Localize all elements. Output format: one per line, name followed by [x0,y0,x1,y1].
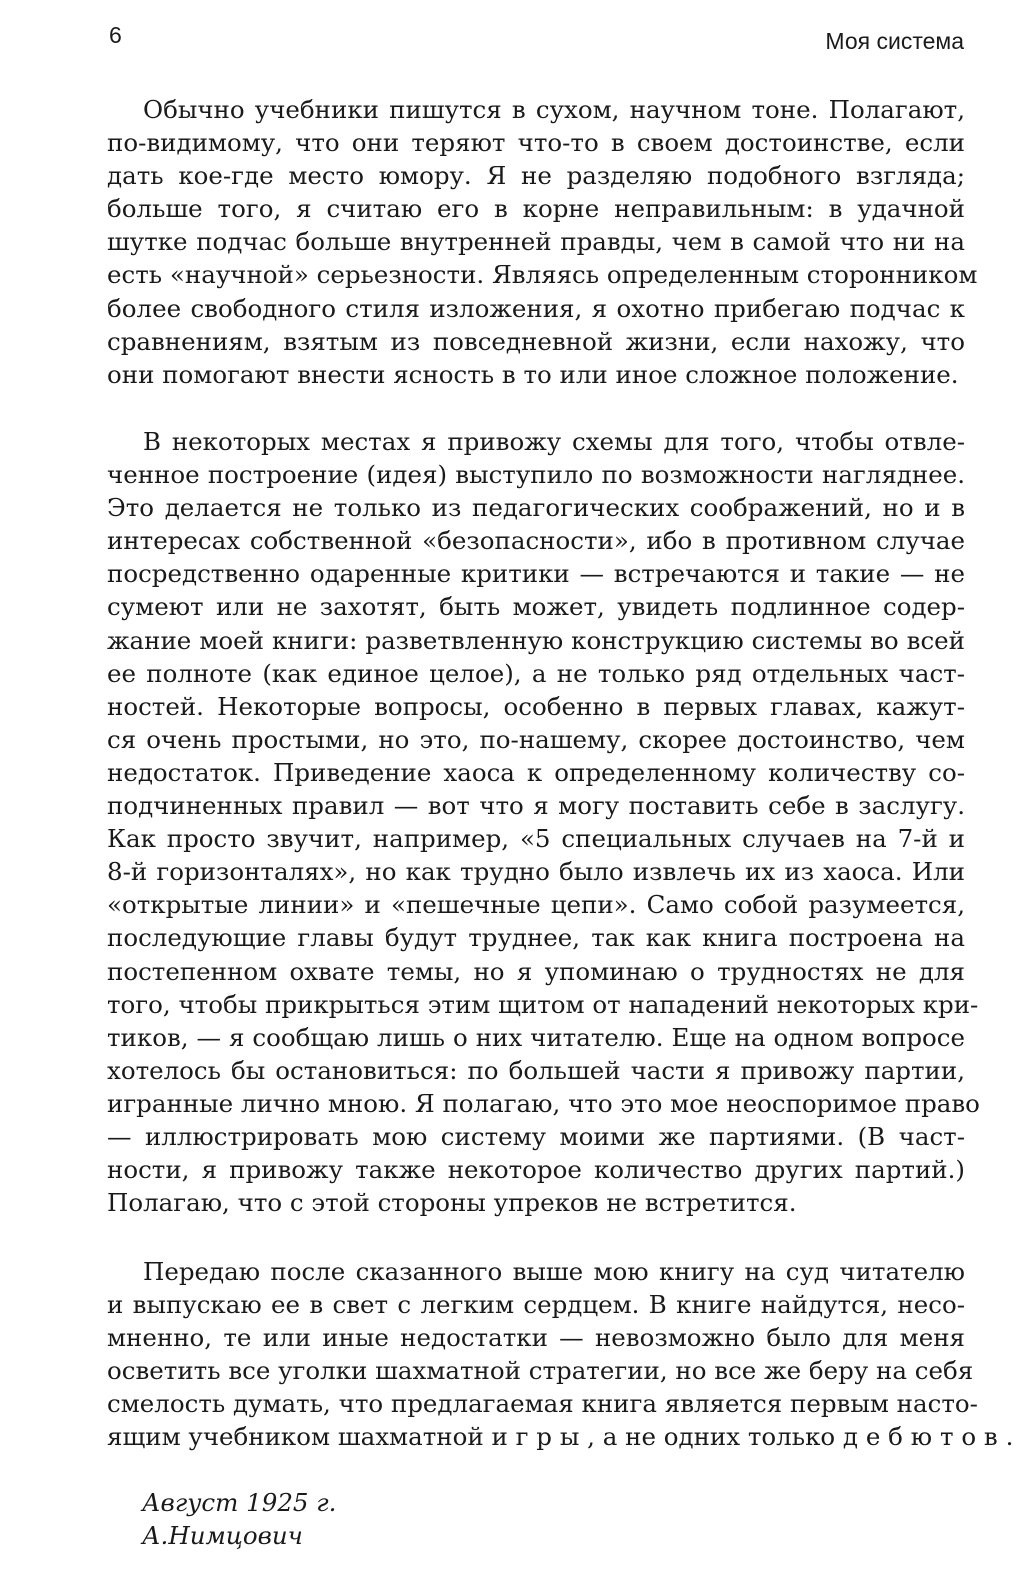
text-fragment: . [1005,1422,1013,1452]
spaced-emphasis-word: дебютов [842,1422,1006,1452]
text-line: сравнениям, взятым из повседневной жизни, если нахожу, что [107,326,965,356]
text-line: дать кое-где место юмору. Я не разделяю подобного взгляда; [107,161,965,191]
text-line: В некоторых местах я привожу схемы для того, чтобы отвле- [143,427,965,456]
text-line: мненно, те или иные недостатки — невозможно было для меня [107,1323,965,1353]
text-line: жание моей книги: разветвленную конструкцию системы во всей [107,625,965,655]
text-line: того, чтобы прикрыться этим щитом от нападений некоторых кри- [107,989,979,1019]
text-line: по-видимому, что они теряют что-то в своем достоинстве, если [107,128,965,158]
text-line: игранные лично мною. Я полагаю, что это мое неоспоримое право [107,1088,980,1118]
paragraph-2 [107,425,980,1219]
text-line: осветить все уголки шахматной стратегии, но все же беру на себя [107,1356,974,1386]
text-line: Передаю после сказанного выше мою книгу на суд читателю [143,1257,965,1286]
text-line: больше того, я считаю его в корне неправильным: в удачной [107,194,965,224]
text-line: более свободного стиля изложения, я охотно прибегаю подчас к [107,293,965,323]
text-line: последующие главы будут труднее, так как книга построена на [107,923,965,953]
text-line: тиков, — я сообщаю лишь о них читателю. Еще на одном вопросе [107,1022,965,1052]
text-line: Обычно учебники пишутся в сухом, научном тоне. Полагают, [143,95,965,124]
text-line: шутке подчас больше внутренней правды, чем в самой что ни на [107,227,965,257]
paragraph-1 [107,93,978,391]
signature-date: Август 1925 г. [142,1488,337,1517]
text-line: они помогают внести ясность в то или иное сложное положение. [107,359,959,389]
text-line: 8-й горизонталях», но как трудно было извлечь их из хаоса. Или [107,857,965,887]
text-line-final [107,1420,1013,1453]
text-line: ся очень простыми, но это, по-нашему, скорее достоинство, чем [107,724,965,754]
text-line: сумеют или не захотят, быть может, увидеть подлинное содер- [107,592,965,622]
text-line: постепенном охвате темы, но я упоминаю о трудностях не для [107,956,965,986]
text-line: ченное построение (идея) выступило по возможности нагляднее. [107,460,965,490]
text-line: Полагаю, что с этой стороны упреков не встретится. [107,1188,797,1218]
text-line: Как просто звучит, например, «5 специальных случаев на 7-й и [107,824,965,854]
text-line: посредственно одаренные критики — встречаются и такие — не [107,559,965,589]
text-line: недостаток. Приведение хаоса к определенному количеству со- [107,757,965,787]
text-line: «открытые линии» и «пешечные цепи». Само собой разумеется, [107,890,965,920]
spaced-emphasis-word: игры [491,1422,588,1452]
text-line: подчиненных правил — вот что я могу поставить себе в заслугу. [107,791,965,821]
text-line: и выпускаю ее в свет с легким сердцем. В книге найдутся, несо- [107,1290,965,1320]
signature-block [142,1486,336,1552]
text-line: ее полноте (как единое целое), а не только ряд отдельных част- [107,658,965,688]
text-line: интересах собственной «безопасности», ибо в противном случае [107,526,965,556]
page-number: 6 [109,22,122,48]
text-fragment: , а не одних только [587,1422,843,1452]
text-line: хотелось бы остановиться: по большей части я привожу партии, [107,1055,965,1085]
signature-author: А.Нимцович [142,1521,303,1550]
text-line: есть «научной» серьезности. Являясь определенным сторонником [107,260,978,290]
text-line: Это делается не только из педагогических соображений, но и в [107,493,965,523]
text-line: ностей. Некоторые вопросы, особенно в первых главах, кажут- [107,691,965,721]
running-head: Моя система [825,28,964,54]
text-line: ности, я привожу также некоторое количество других партий.) [107,1155,965,1185]
paragraph-3 [107,1255,1013,1454]
text-line: смелость думать, что предлагаемая книга является первым насто- [107,1389,978,1419]
text-fragment: ящим учебником шахматной [107,1422,492,1452]
text-line: — иллюстрировать мою систему моими же партиями. (В част- [107,1121,965,1151]
